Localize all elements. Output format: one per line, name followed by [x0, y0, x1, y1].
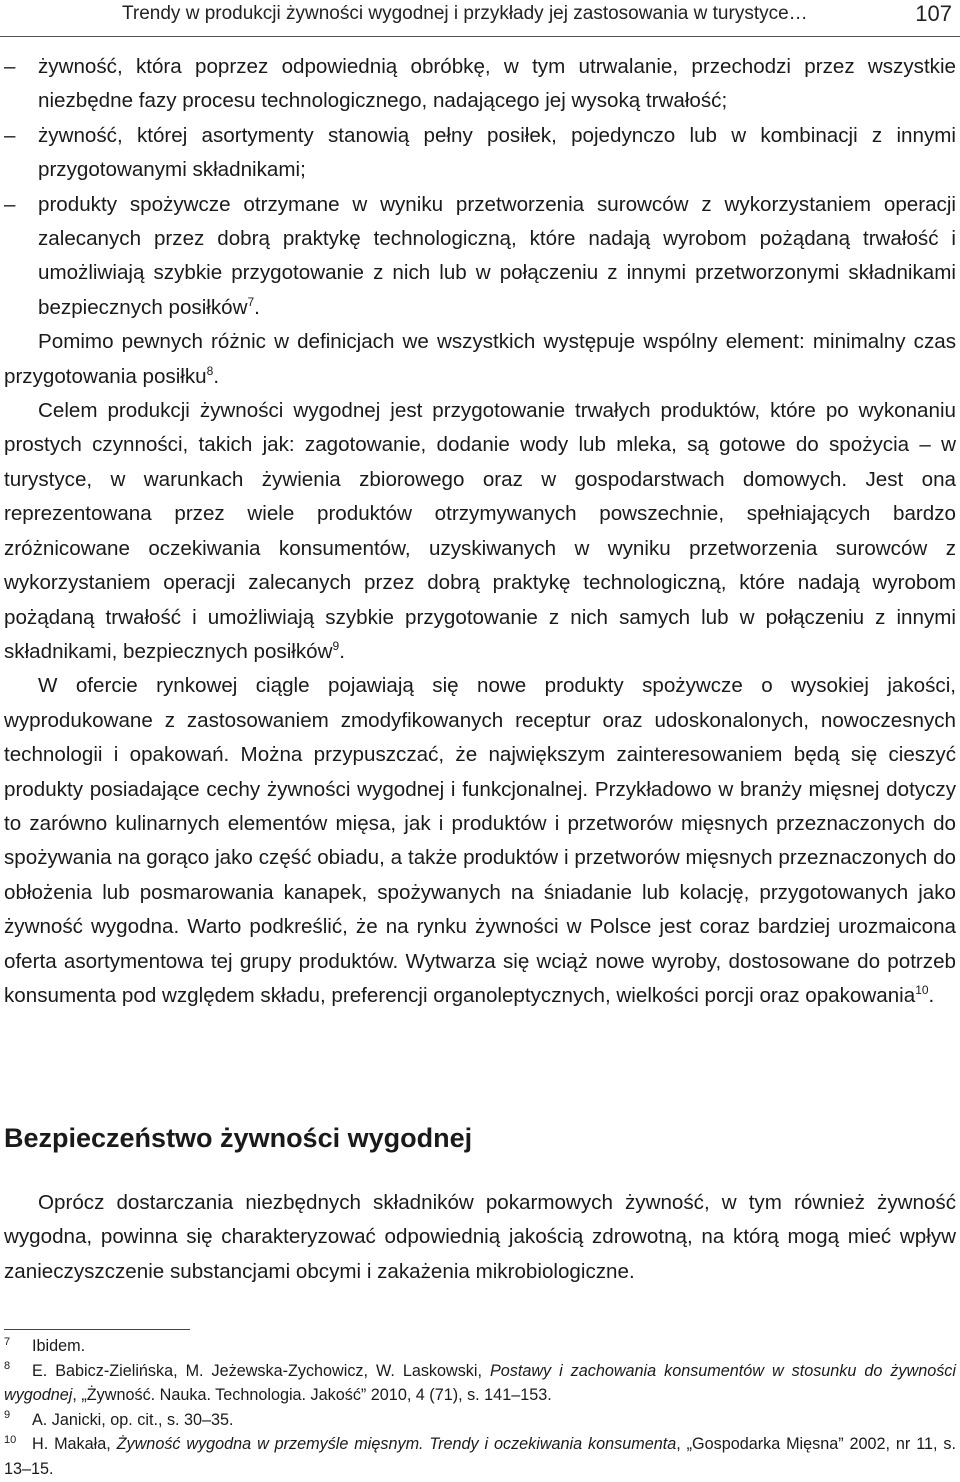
paragraph-text: Pomimo pewnych różnic w definicjach we wszystkich występuje wspólny element: minimalny czas przygotowania posiłku — [4, 330, 956, 388]
sentence-end: . — [339, 639, 345, 663]
footnote-text: A. Janicki, op. cit., s. 30–35. — [32, 1410, 234, 1429]
sentence-end: . — [928, 983, 935, 1007]
footnote: 7 Ibidem. — [4, 1335, 86, 1355]
section-heading: Bezpieczeństwo żywności wygodnej — [4, 1123, 473, 1153]
footnote: 9 A. Janicki, op. cit., s. 30–35. — [4, 1409, 234, 1429]
footnote-title: Żywność wygodna w przemyśle mięsnym. Trendy i oczekiwania konsumenta — [116, 1435, 677, 1454]
definition-text: produkty spożywcze otrzymane w wyniku przetworzenia surowców z wykorzystaniem operacji zalecanych przez dobrą praktykę technologiczną, które nadają wyrobom pożądaną trwałość i umożliwiają szybkie przygotowanie z nich lub w połączeniu z innymi przetworzonymi składnikami bezpiecznych posiłków — [38, 192, 956, 319]
body-paragraph — [4, 394, 956, 669]
body-paragraph — [4, 669, 956, 1013]
body-paragraph — [4, 325, 956, 394]
definition-text: żywność, która poprzez odpowiednią obróbkę, w tym utrwalanie, przechodzi przez wszystkie niezbędne fazy procesu technologicznego, nadającego jej wysoką trwałość; — [38, 55, 956, 113]
paragraph-text: W ofercie rynkowej ciągle pojawiają się nowe produkty spożywcze o wysokiej jakości, wyprodukowane z zastosowaniem zmodyfikowanych receptur oraz udoskonalonych, nowoczesnych technologii i opakowań. Można przypuszczać, że największym zainteresowaniem będą się cieszyć produkty posiadające cechy żywności wygodnej i funkcjonalnej. Przykładowo w branży mięsnej dotyczy to zarówno kulinarnych elementów mięsa, jak i produktów i przetworów mięsnych przeznaczonych do spożywania na gorąco jako część obiadu, a także produktów i przetworów mięsnych przeznaczonych do obłożenia lub posmarowania kanapek, spożywanych na śniadanie lub kolację, przygotowanych jako żywność wygodna. Warto podkreślić, że na rynku żywności w Polsce jest coraz bardziej urozmaicona oferta asortymentowa tej grupy produktów. Wytwarza się wciąż nowe wyroby, dostosowane do potrzeb konsumenta pod względem składu, preferencji organoleptycznych, wielkości porcji oraz opakowania — [4, 674, 956, 1007]
definition-item — [4, 119, 956, 188]
footnotes — [4, 1334, 956, 1482]
section-paragraph: Oprócz dostarczania niezbędnych składników pokarmowych żywność, w tym również żywność wygodna, powinna się charakteryzować odpowiednią jakością zdrowotną, na którą mogą mieć wpływ zanieczyszczenie substancjami obcymi i zakażenia mikrobiologiczne. — [4, 1191, 956, 1283]
section-body — [4, 1186, 956, 1289]
definition-text: żywność, której asortymenty stanowią pełny posiłek, pojedynczo lub w kombinacji z innymi przygotowanymi składnikami; — [38, 123, 956, 182]
page-number: 107 — [915, 1, 952, 26]
sentence-end: . — [213, 364, 220, 388]
footnote-source: , „Żywność. Nauka. Technologia. Jakość” 2010, 4 (71), s. 141–153. — [72, 1386, 552, 1405]
dash-marker: – — [4, 55, 16, 78]
dash-marker: – — [4, 123, 16, 147]
running-header — [0, 0, 960, 37]
footnote-ref[interactable]: 8 — [206, 363, 214, 378]
footnote: 8 E. Babicz-Zielińska, M. Jeżewska-Zychowicz, W. Laskowski, Postawy i zachowania konsumentów w stosunku do żywności wygodnej, „Żywność. Nauka. Technologia. Jakość” 2010, 4 (71), s. 141–153. — [4, 1360, 956, 1405]
paragraph-text: Celem produkcji żywności wygodnej jest przygotowanie trwałych produktów, które po wykonaniu prostych czynności, takich jak: zagotowanie, dodanie wody lub mleka, są gotowe do spożycia – w turystyce, w warunkach żywienia zbiorowego oraz w gospodarstwach domowych. Jest ona reprezentowana przez wiele produktów otrzymywanych powszechnie, spełniających bardzo zróżnicowane oczekiwania konsumentów, uzyskiwanych w wyniku przetworzenia surowców z wykorzystaniem operacji zalecanych przez dobrą praktykę technologiczną, które nadają wyrobom pożądaną trwałość i umożliwiają szybkie przygotowanie z nich samych lub w połączeniu z innymi składnikami, bezpiecznych posiłków — [4, 399, 956, 663]
definition-item — [4, 188, 956, 326]
main-body — [4, 50, 956, 1013]
dash-marker: – — [4, 192, 16, 216]
sentence-end: . — [254, 295, 260, 319]
footnote-ref[interactable]: 10 — [915, 983, 929, 998]
footnote: 10 H. Makała, Żywność wygodna w przemyśle mięsnym. Trendy i oczekiwania konsumenta, „Gospodarka Mięsna” 2002, nr 11, s. 13–15. — [4, 1433, 956, 1478]
footnote-source: , „Gospodarka Mięsna” 2002, nr 11, s. 13–15. — [4, 1435, 956, 1478]
footnote-text: E. Babicz-Zielińska, M. Jeżewska-Zychowicz, W. Laskowski, — [32, 1361, 490, 1380]
footnote-ref[interactable]: 9 — [332, 639, 340, 654]
running-title: Trendy w produkcji żywności wygodnej i przykłady jej zastosowania w turystyce… — [122, 3, 808, 24]
footnote-text: H. Makała, — [32, 1435, 117, 1454]
definition-item — [4, 50, 956, 119]
footnote-text: Ibidem. — [32, 1337, 86, 1355]
footnote-ref[interactable]: 7 — [247, 294, 255, 309]
footnote-title: Postawy i zachowania konsumentów w stosunku do żywności wygodnej — [4, 1361, 956, 1405]
footnote-divider — [4, 1329, 190, 1330]
